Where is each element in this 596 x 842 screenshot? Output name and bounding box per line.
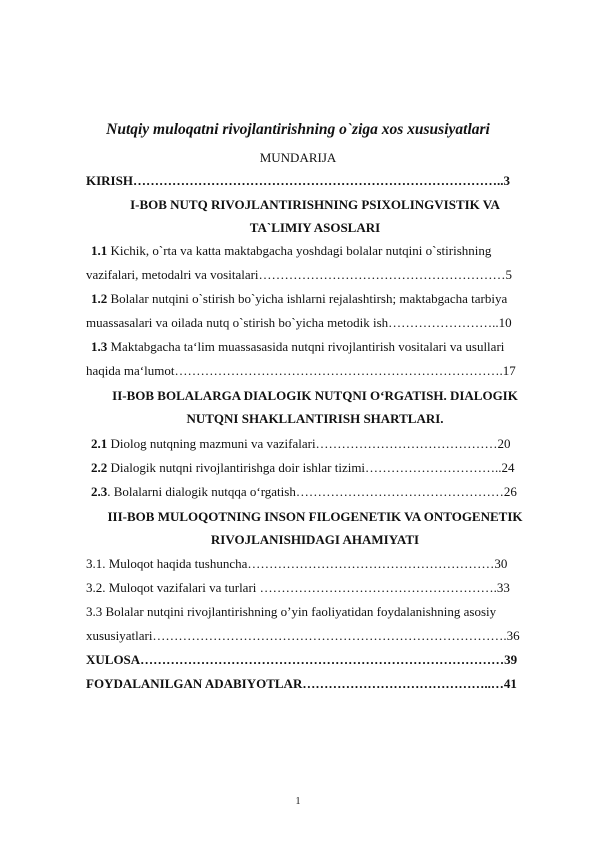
toc-item-1-2-number: 1.2	[91, 291, 108, 306]
toc-item-1-3-number: 1.3	[91, 339, 108, 354]
chapter-3-heading-line-2: RIVOJLANISHIDAGI AHAMIYATI	[210, 532, 420, 547]
toc-intro: KIRISH…………………………………………………………………………..3	[86, 173, 510, 188]
toc-item-1-1-text: Kichik, o`rta va katta maktabgacha yoshdagi bolalar nutqini o`stirishning	[107, 243, 492, 258]
toc-item-1-3-text: Maktabgacha ta‘lim muassasasida nutqni rivojlantirish vositalari va usullari	[107, 339, 505, 354]
toc-item-1-2-cont: muassasalari va oilada nutq o`stirish bo`yicha metodik ish……………………..10	[86, 315, 512, 330]
toc-item-1-3-cont: haqida ma‘lumot………………………………………………………………….17	[86, 363, 516, 378]
chapter-1-heading-line-2: TA`LIMIY ASOSLARI	[249, 220, 381, 235]
toc-item-3-2: 3.2. Muloqot vazifalari va turlari ……………………………………………….33	[86, 580, 510, 595]
toc-item-1-1-number: 1.1	[91, 243, 108, 258]
toc-item-2-1-number: 2.1	[91, 436, 108, 451]
toc-item-2-3-number: 2.3	[91, 484, 108, 499]
chapter-2-heading-line-2: NUTQNI SHAKLLANTIRISH SHARTLARI.	[186, 411, 444, 426]
page-number: 1	[295, 796, 301, 807]
toc-item-2-1	[91, 436, 511, 452]
toc-item-2-2-text: Dialogik nutqni rivojlantirishga doir ishlar tizimi…………………………..24	[107, 460, 515, 475]
toc-item-3-3: 3.3 Bolalar nutqini rivojlantirishning o’yin faoliyatidan foydalanishning asosiy	[86, 604, 497, 619]
toc-item-1-2	[91, 291, 507, 307]
toc-item-3-3-cont: xususiyatlari……………………………………………………………………….36	[86, 628, 520, 643]
toc-item-2-2	[91, 460, 515, 476]
document-title: Nutqiy muloqatni rivojlantirishning o`ziga xos xususiyatlari	[106, 121, 490, 138]
toc-item-1-2-text: Bolalar nutqini o`stirish bo`yicha ishlarni rejalashtirsh; maktabgacha tarbiya	[107, 291, 508, 306]
toc-item-2-2-number: 2.2	[91, 460, 108, 475]
chapter-3-heading-line-1: III-BOB MULOQOTNING INSON FILOGENETIK VA ONTOGENETIK	[107, 509, 523, 524]
toc-item-2-3-text: . Bolalarni dialogik nutqqa o‘rgatish…………………………………………26	[107, 484, 517, 499]
toc-item-2-3	[91, 484, 517, 500]
toc-heading: MUNDARIJA	[259, 150, 337, 165]
toc-references: FOYDALANILGAN ADABIYOTLAR……………………………………..…41	[86, 676, 517, 691]
toc-item-3-1: 3.1. Muloqot haqida tushuncha…………………………………………………30	[86, 556, 508, 571]
toc-conclusion: XULOSA…………………………………………………………………………39	[86, 652, 518, 667]
toc-item-1-1-cont: vazifalari, metodalri va vositalari…………………………………………………5	[86, 267, 513, 282]
chapter-1-heading-line-1: I-BOB NUTQ RIVOJLANTIRISHNING PSIXOLINGVISTIK VA	[130, 197, 500, 212]
toc-item-1-1	[91, 243, 491, 259]
toc-item-2-1-text: Diolog nutqning mazmuni va vazifalari……………………………………20	[107, 436, 511, 451]
toc-item-1-3	[91, 339, 504, 355]
chapter-2-heading-line-1: II-BOB BOLALARGA DIALOGIK NUTQNI O‘RGATISH. DIALOGIK	[112, 388, 518, 403]
